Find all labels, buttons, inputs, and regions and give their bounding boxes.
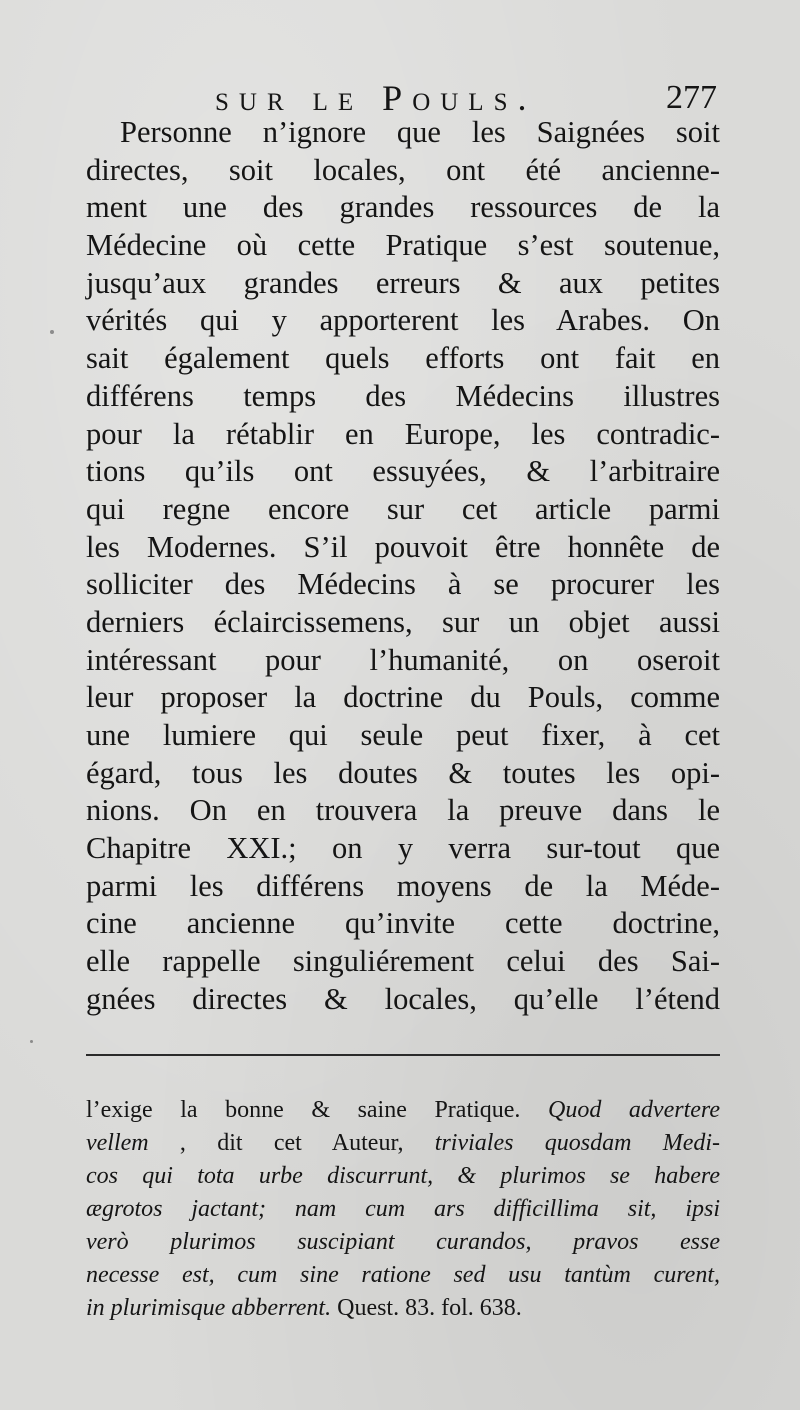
footnote-citation: Quest. 83. fol. 638. xyxy=(337,1295,522,1321)
footnote-line xyxy=(86,1127,720,1160)
text-line: leur proposer la doctrine du Pouls, comme xyxy=(86,680,720,715)
footnote-quote-line: ægrotos jactant; nam cum ars difficillima sit, ipsi xyxy=(86,1196,720,1222)
text-line: gnées directes & locales, qu’elle l’étend xyxy=(86,981,720,1016)
footnote-quote: Quod advertere xyxy=(548,1097,720,1123)
text-line: vérités qui y apporterent les Arabes. On xyxy=(86,303,720,338)
text-line: égard, tous les doutes & toutes les opi- xyxy=(86,755,720,790)
footnote-quote-line: verò plurimos suscipiant curandos, pravos esse xyxy=(86,1229,720,1255)
footnote-line xyxy=(86,1292,720,1325)
footnote-quote: triviales quosdam Medi- xyxy=(434,1130,721,1156)
text-line: jusqu’aux grandes erreurs & aux petites xyxy=(86,265,720,300)
page-header xyxy=(215,78,735,118)
text-line: elle rappelle singuliérement celui des Sai- xyxy=(86,944,720,979)
running-title: sur le Pouls. xyxy=(215,78,537,118)
footnote-line xyxy=(86,1094,720,1127)
text-line: une lumiere qui seule peut fixer, à cet xyxy=(86,718,720,752)
text-line: tions qu’ils ont essuyées, & l’arbitraire xyxy=(86,454,720,489)
text-line: cine ancienne qu’invite cette doctrine, xyxy=(86,906,720,941)
text-line: directes, soit locales, ont été ancienne- xyxy=(86,152,720,187)
text-line: solliciter des Médecins à se procurer les xyxy=(86,567,720,602)
footnote-rule xyxy=(86,1054,720,1056)
footnote-quote: vellem xyxy=(86,1130,149,1156)
text-line: sait également quels efforts ont fait en xyxy=(86,341,720,376)
footnote-quote-line: necesse est, cum sine ratione sed usu tantùm curent, xyxy=(86,1262,720,1288)
text-line: différens temps des Médecins illustres xyxy=(86,378,720,413)
text-line: qui regne encore sur cet article parmi xyxy=(86,491,720,526)
text-line: Personne n’ignore que les Saignées soit xyxy=(120,115,720,149)
text-line: intéressant pour l’humanité, on oseroit xyxy=(86,642,720,677)
footnote-text: , dit cet Auteur, xyxy=(179,1130,404,1156)
footnote-quote: in plurimisque abberrent. xyxy=(86,1295,332,1321)
text-line: parmi les différens moyens de la Méde- xyxy=(86,868,720,903)
paper-speck xyxy=(30,1040,33,1043)
text-line: les Modernes. S’il pouvoit être honnête de xyxy=(86,529,720,564)
text-line: pour la rétablir en Europe, les contradic- xyxy=(86,416,720,451)
text-line: ment une des grandes ressources de la xyxy=(86,190,720,225)
footnote-text: l’exige la bonne & saine Pratique. xyxy=(86,1097,521,1123)
footnote-quote-line: cos qui tota urbe discurrunt, & plurimos se habere xyxy=(86,1163,720,1189)
paper-speck xyxy=(50,330,54,334)
footnote xyxy=(86,1094,720,1325)
text-line: Médecine où cette Pratique s’est soutenue, xyxy=(86,228,720,263)
text-line: nions. On en trouvera la preuve dans le xyxy=(86,793,720,828)
page-number: 277 xyxy=(666,79,717,116)
text-line: derniers éclaircissemens, sur un objet aussi xyxy=(86,604,720,639)
text-line: Chapitre XXI.; on y verra sur-tout que xyxy=(86,831,720,866)
body-text xyxy=(86,114,720,1019)
